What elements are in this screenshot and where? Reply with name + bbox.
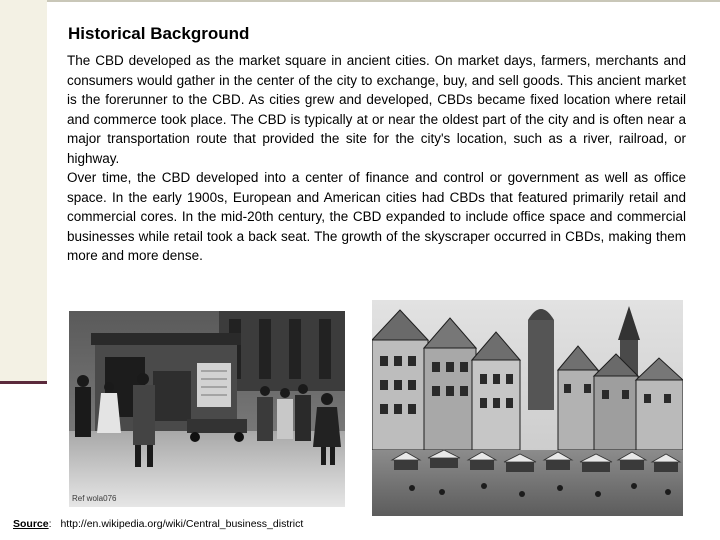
source-link[interactable]: http://en.wikipedia.org/wiki/Central_business_district: [60, 518, 304, 530]
source-citation: [13, 517, 303, 531]
paragraph-origins: The CBD developed as the market square in ancient cities. On market days, farmers, merchants and consumers would gather in the center of the city to exchange, buy, and sell goods. This ancient market is the forerunner to the CBD. As cities grew and developed, CBDs became fixed location where retail and commerce took place. The CBD is typically at or near the oldest part of the city and is often near a major transportation route that provided the site for the city's location, such as a river, railroad, or highway.: [67, 53, 686, 166]
source-separator: :: [48, 518, 52, 530]
body-text: [67, 51, 686, 266]
photo-caption: Ref wola076: [72, 494, 117, 503]
slide-title: Historical Background: [68, 24, 250, 43]
source-label: Source: [13, 518, 49, 530]
paragraph-development: Over time, the CBD developed into a center of finance and control or government as well as office space. In the early 1900s, European and American cities had CBDs that featured primarily retail and commercial cores. In the mid-20th century, the CBD expanded to include office space and commercial businesses while retail took a back seat. The growth of the skyscraper occurred in CBDs, making them more and more dense.: [67, 170, 686, 263]
left-side-panel: [0, 0, 47, 383]
market-kiosk-photo: [69, 311, 345, 507]
town-square-photo: [372, 300, 683, 516]
top-divider: [47, 0, 720, 2]
accent-rule: [0, 381, 47, 384]
